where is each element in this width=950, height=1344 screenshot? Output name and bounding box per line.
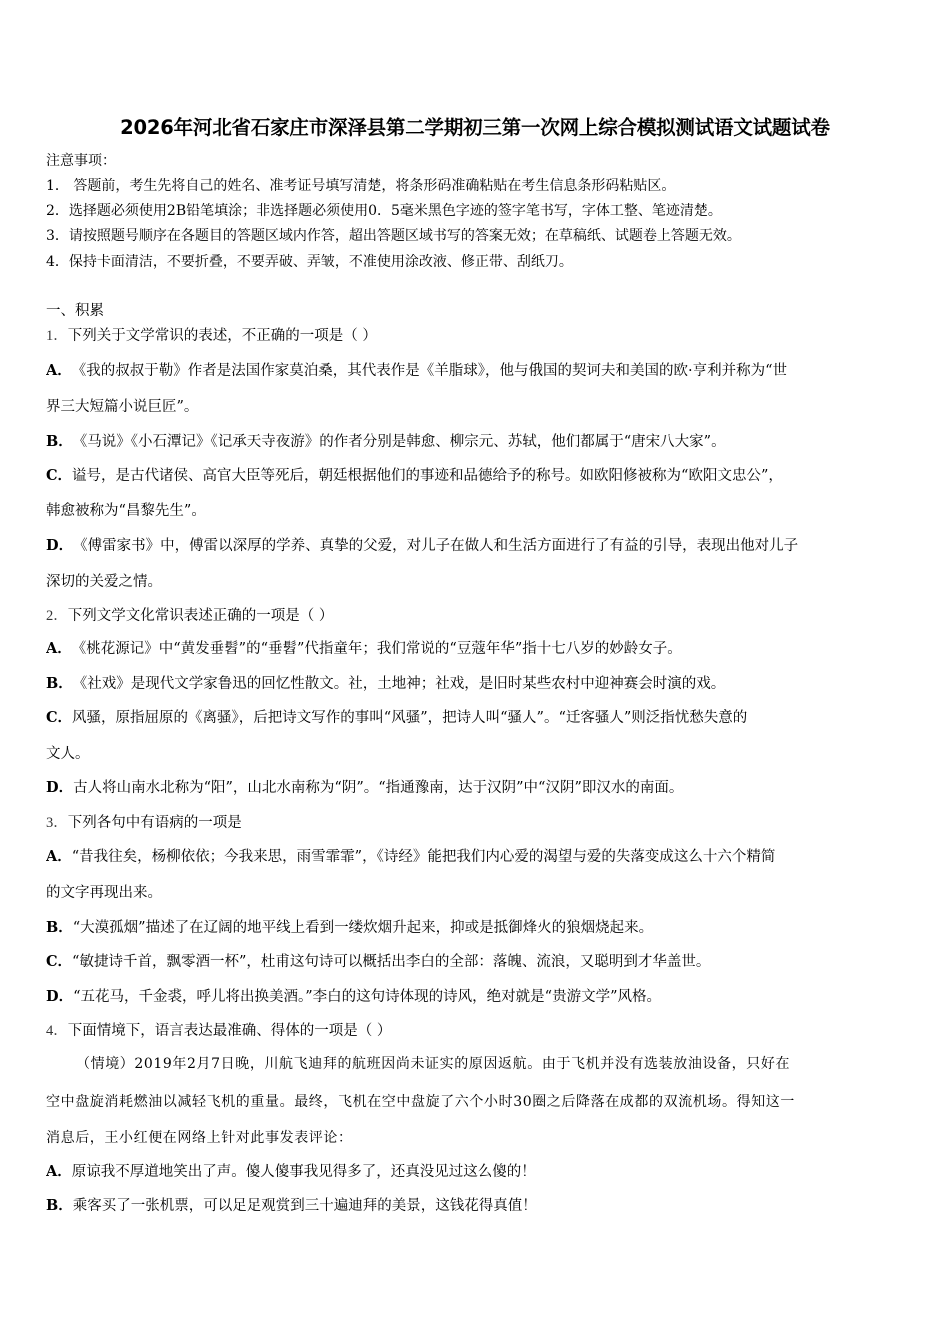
q1-option-a-cont: 界三大短篇小说巨匠”。	[46, 399, 199, 415]
question-text: 下列文学文化常识表述正确的一项是（ ）	[67, 608, 334, 624]
notice-item-3: 3．请按照题号顺序在各题目的答题区域内作答，超出答题区域书写的答案无效；在草稿纸、试题卷上答题无效。	[46, 228, 741, 244]
q4-scenario-line-2: 空中盘旋消耗燃油以减轻飞机的重量。最终，飞机在空中盘旋了六个小时30圈之后降落在成都的双流机场。得知这一	[46, 1094, 796, 1110]
option-text: 谥号，是古代诸侯、高官大臣等死后，朝廷根据他们的事迹和品德给予的称号。如欧阳修被称为“欧阳文忠公”，	[72, 468, 783, 484]
q4-scenario-line-1: （情境）2019年2月7日晚，川航飞迪拜的航班因尚未证实的原因返航。由于飞机并没有选装放油设备，只好在	[76, 1056, 791, 1072]
option-text: 《马说》《小石潭记》《记承天寺夜游》的作者分别是韩愈、柳宗元、苏轼，他们都属于“唐宋八大家”。	[72, 434, 726, 450]
question-number: 4．	[46, 1023, 68, 1039]
q4-option-b	[46, 1195, 908, 1217]
option-text: 《桃花源记》中“黄发垂髫”的“垂髫”代指童年；我们常说的“豆蔻年华”指十七八岁的妙龄女子。	[71, 641, 682, 657]
option-text: 乘客买了一张机票，可以足足观赏到三十遍迪拜的美景，这钱花得真值！	[72, 1198, 537, 1214]
option-letter: B．	[46, 919, 73, 936]
question-text: 下列关于文学常识的表述，不正确的一项是（ ）	[67, 328, 377, 344]
option-letter: C．	[46, 709, 73, 726]
q2-option-a	[46, 638, 908, 660]
question-number: 3．	[46, 815, 68, 831]
option-text: “敏捷诗千首，飘零酒一杯”，杜甫这句诗可以概括出李白的全部：落魄、流浪，又聪明到才华盖世。	[72, 954, 711, 970]
notice-item-2: 2．选择题必须使用2B铅笔填涂；非选择题必须使用0．5毫米黑色字迹的签字笔书写，字体工整、笔迹清楚。	[46, 203, 722, 219]
option-letter: D．	[46, 537, 74, 554]
option-letter: A．	[46, 848, 72, 865]
q1-option-b	[46, 431, 908, 453]
option-letter: D．	[46, 779, 74, 796]
option-letter: C．	[46, 467, 73, 484]
q1-option-d-cont: 深切的关爱之情。	[46, 574, 162, 590]
q3-option-a-cont: 的文字再现出来。	[46, 885, 162, 901]
question-3-stem	[46, 812, 908, 834]
notice-item-1: 1． 答题前，考生先将自己的姓名、准考证号填写清楚，将条形码准确粘贴在考生信息条形码粘贴区。	[46, 178, 676, 194]
option-text: 风骚，原指屈原的《离骚》，后把诗文写作的事叫“风骚”，把诗人叫“骚人”。“迁客骚人”则泛指忧愁失意的	[72, 710, 748, 726]
option-letter: B．	[46, 675, 73, 692]
question-text: 下列各句中有语病的一项是	[67, 815, 242, 831]
notice-heading: 注意事项：	[46, 153, 116, 169]
option-letter: A．	[46, 362, 72, 379]
q4-scenario-line-3: 消息后，王小红便在网络上针对此事发表评论：	[46, 1130, 353, 1146]
q2-option-b	[46, 673, 908, 695]
option-letter: B．	[46, 433, 73, 450]
q3-option-c	[46, 951, 908, 973]
q1-option-d	[46, 535, 908, 557]
q3-option-b	[46, 917, 908, 939]
question-number: 2．	[46, 608, 68, 624]
question-1-stem	[46, 325, 908, 347]
q2-option-d	[46, 777, 908, 799]
question-number: 1．	[46, 328, 68, 344]
page-title: 2026年河北省石家庄市深泽县第二学期初三第一次网上综合模拟测试语文试题试卷	[120, 116, 830, 139]
q3-option-d	[46, 986, 908, 1008]
option-text: 《傅雷家书》中，傅雷以深厚的学养、真挚的父爱，对儿子在做人和生活方面进行了有益的引导，表现出他对儿子	[73, 538, 799, 554]
option-text: “大漠孤烟”描述了在辽阔的地平线上看到一缕炊烟升起来，抑或是抵御烽火的狼烟烧起来。	[72, 920, 654, 936]
option-text: “五花马，千金裘，呼儿将出换美酒。”李白的这句诗体现的诗风，绝对就是“贵游文学”风格。	[73, 989, 661, 1005]
option-letter: D．	[46, 988, 74, 1005]
option-text: 《社戏》是现代文学家鲁迅的回忆性散文。社，土地神；社戏，是旧时某些农村中迎神赛会时演的戏。	[72, 676, 726, 692]
option-text: 《我的叔叔于勒》作者是法国作家莫泊桑，其代表作是《羊脂球》，他与俄国的契诃夫和美国的欧·亨利并称为“世	[71, 363, 788, 379]
q1-option-c-cont: 韩愈被称为“昌黎先生”。	[46, 503, 206, 519]
option-letter: A．	[46, 640, 72, 657]
q1-option-c	[46, 465, 908, 487]
option-letter: A．	[46, 1163, 72, 1180]
question-4-stem	[46, 1020, 908, 1042]
q2-option-c-cont: 文人。	[46, 746, 90, 762]
question-text: 下面情境下，语言表达最准确、得体的一项是（ ）	[67, 1023, 392, 1039]
section-heading: 一、积累	[46, 303, 104, 319]
option-text: 古人将山南水北称为“阳”，山北水南称为“阴”。“指通豫南，达于汉阴”中“汉阴”即汉水的南面。	[73, 780, 684, 796]
option-text: 原谅我不厚道地笑出了声。傻人傻事我见得多了，还真没见过这么傻的！	[71, 1164, 536, 1180]
q1-option-a	[46, 360, 908, 382]
notice-item-4: 4．保持卡面清洁，不要折叠，不要弄破、弄皱，不准使用涂改液、修正带、刮纸刀。	[46, 254, 573, 270]
q3-option-a	[46, 846, 908, 868]
option-letter: C．	[46, 953, 73, 970]
option-text: “昔我往矣，杨柳依依；今我来思，雨雪霏霏”，《诗经》能把我们内心爱的渴望与爱的失落变成这么十六个精简	[71, 849, 776, 865]
q4-option-a	[46, 1161, 908, 1183]
q2-option-c	[46, 707, 908, 729]
option-letter: B．	[46, 1197, 73, 1214]
question-2-stem	[46, 605, 908, 627]
